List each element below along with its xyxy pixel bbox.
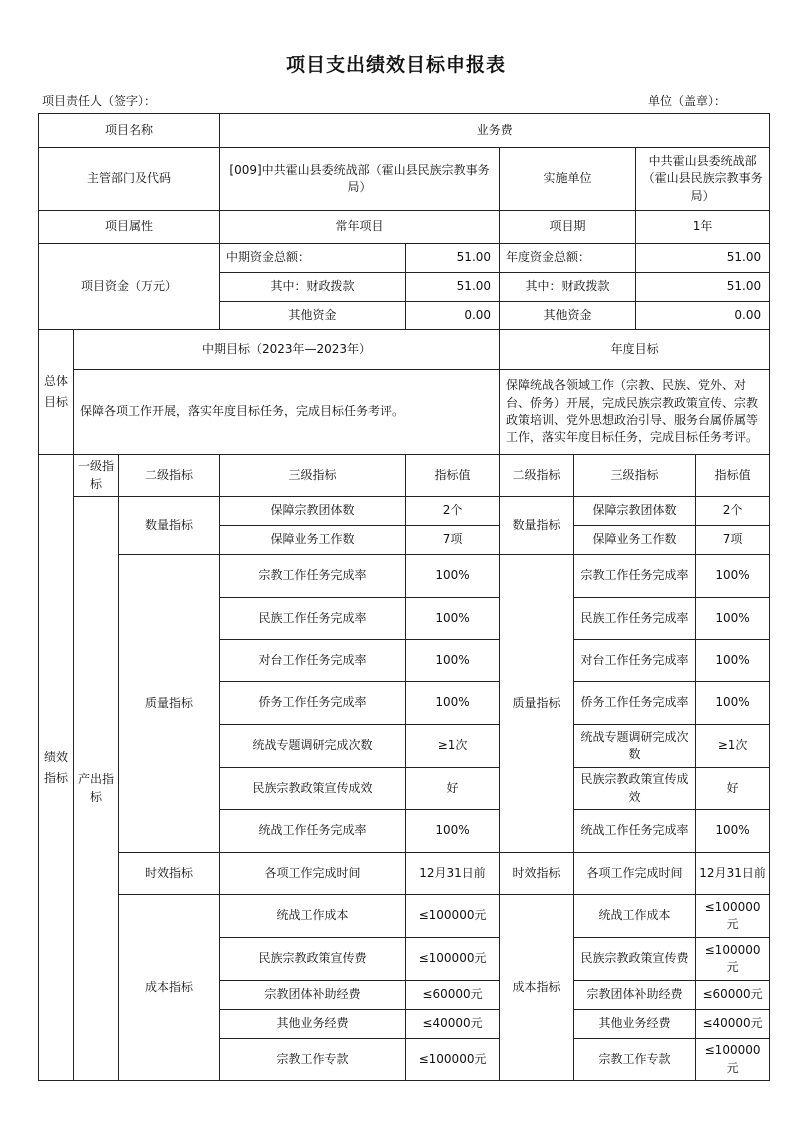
mid-other-value: 0.00: [406, 302, 500, 330]
table-row-cell: ≤60000元: [696, 981, 770, 1010]
table-row-cell: 宗教工作任务完成率: [220, 555, 406, 598]
table-row-cell: 宗教团体补助经费: [220, 981, 406, 1010]
year-level2-header: 二级指标: [500, 455, 574, 497]
performance-indicator-section-label: 绩效指标: [39, 455, 74, 1081]
table-row-cell: 民族宗教政策宣传成效: [574, 768, 696, 810]
mid-quality-label: 质量指标: [119, 555, 220, 853]
mid-quantity-label: 数量指标: [119, 497, 220, 555]
table-row-cell: ≤100000元: [406, 895, 500, 938]
mid-value-header: 指标值: [406, 455, 500, 497]
page-title: 项目支出绩效目标申报表: [285, 54, 506, 76]
table-row-cell: 统战专题调研完成次数: [220, 725, 406, 768]
table-row-cell: ≤100000元: [406, 1039, 500, 1081]
mid-level3-header: 三级指标: [220, 455, 406, 497]
year-goal-header: 年度目标: [500, 330, 770, 370]
table-row-cell: 宗教团体补助经费: [574, 981, 696, 1010]
mid-fiscal-value: 51.00: [406, 273, 500, 302]
table-row-cell: 2个: [696, 497, 770, 526]
table-row-cell: 12月31日前: [696, 853, 770, 895]
mid-total-label: 中期资金总额：: [220, 244, 406, 273]
table-row-cell: 100%: [406, 555, 500, 598]
table-row-cell: ≤60000元: [406, 981, 500, 1010]
table-row-cell: 100%: [696, 682, 770, 725]
project-period-label: 项目期: [500, 211, 636, 244]
table-row-cell: 统战工作成本: [574, 895, 696, 938]
project-name-value: 业务费: [220, 114, 770, 148]
table-row-cell: 统战工作任务完成率: [574, 810, 696, 853]
table-row-cell: 100%: [406, 810, 500, 853]
performance-goal-table: [38, 113, 770, 1081]
project-attribute-label: 项目属性: [39, 211, 220, 244]
unit-seal-label: 单位（盖章）：: [648, 94, 727, 108]
table-row-cell: 100%: [406, 682, 500, 725]
table-row-cell: 民族工作任务完成率: [574, 598, 696, 640]
table-row-cell: 统战工作成本: [220, 895, 406, 938]
table-row-cell: 民族工作任务完成率: [220, 598, 406, 640]
table-row-cell: ≤100000元: [406, 938, 500, 981]
department-value: [009]中共霍山县委统战部（霍山县民族宗教事务局）: [220, 148, 500, 211]
year-fiscal-label: 其中：财政拨款: [500, 273, 636, 302]
table-row-cell: 其他业务经费: [574, 1010, 696, 1039]
table-row-cell: 2个: [406, 497, 500, 526]
table-row-cell: 宗教工作专款: [220, 1039, 406, 1081]
table-row-cell: 对台工作任务完成率: [220, 640, 406, 682]
table-row-cell: 7项: [696, 526, 770, 555]
table-row-cell: 对台工作任务完成率: [574, 640, 696, 682]
table-row-cell: 100%: [406, 640, 500, 682]
implementing-unit-label: 实施单位: [500, 148, 636, 211]
year-total-label: 年度资金总额：: [500, 244, 636, 273]
mid-fiscal-label: 其中：财政拨款: [220, 273, 406, 302]
table-row-cell: 统战专题调研完成次数: [574, 725, 696, 768]
table-row-cell: 好: [406, 768, 500, 810]
table-row-cell: 其他业务经费: [220, 1010, 406, 1039]
mid-timeliness-label: 时效指标: [119, 853, 220, 895]
table-row-cell: 民族宗教政策宣传费: [574, 938, 696, 981]
year-other-label: 其他资金: [500, 302, 636, 330]
mid-goal-text: 保障各项工作开展，落实年度目标任务，完成目标任务考评。: [74, 370, 500, 455]
table-row-cell: ≥1次: [696, 725, 770, 768]
year-other-value: 0.00: [636, 302, 770, 330]
table-row-cell: 12月31日前: [406, 853, 500, 895]
responsible-person-signature-label: 项目责任人（签字）：: [42, 94, 157, 108]
project-name-label: 项目名称: [39, 114, 220, 148]
table-row-cell: 各项工作完成时间: [574, 853, 696, 895]
table-row-cell: 7项: [406, 526, 500, 555]
table-row-cell: ≤100000元: [696, 1039, 770, 1081]
year-total-value: 51.00: [636, 244, 770, 273]
table-row-cell: 好: [696, 768, 770, 810]
table-row-cell: 宗教工作专款: [574, 1039, 696, 1081]
table-row-cell: 100%: [696, 598, 770, 640]
year-goal-text: 保障统战各领域工作（宗教、民族、党外、对台、侨务）开展，完成民族宗教政策宣传、宗教政策培训、党外思想政治引导、服务台属侨属等工作，落实年度目标任务，完成目标任务考评。: [500, 370, 770, 455]
table-row-cell: 各项工作完成时间: [220, 853, 406, 895]
mid-total-value: 51.00: [406, 244, 500, 273]
year-quality-label: 质量指标: [500, 555, 574, 853]
year-value-header: 指标值: [696, 455, 770, 497]
year-level3-header: 三级指标: [574, 455, 696, 497]
mid-cost-label: 成本指标: [119, 895, 220, 1081]
table-row-cell: ≤40000元: [696, 1010, 770, 1039]
table-row-cell: 保障业务工作数: [574, 526, 696, 555]
table-row-cell: 保障宗教团体数: [574, 497, 696, 526]
table-row-cell: 侨务工作任务完成率: [574, 682, 696, 725]
table-row-cell: 统战工作任务完成率: [220, 810, 406, 853]
table-row-cell: ≤100000元: [696, 938, 770, 981]
table-row-cell: 民族宗教政策宣传成效: [220, 768, 406, 810]
project-attribute-value: 常年项目: [220, 211, 500, 244]
year-timeliness-label: 时效指标: [500, 853, 574, 895]
table-row-cell: 宗教工作任务完成率: [574, 555, 696, 598]
mid-other-label: 其他资金: [220, 302, 406, 330]
table-row-cell: 侨务工作任务完成率: [220, 682, 406, 725]
level1-output-label: 产出指标: [74, 497, 119, 1081]
table-row-cell: ≤40000元: [406, 1010, 500, 1039]
table-row-cell: 保障宗教团体数: [220, 497, 406, 526]
table-row-cell: ≤100000元: [696, 895, 770, 938]
table-row-cell: ≥1次: [406, 725, 500, 768]
year-quantity-label: 数量指标: [500, 497, 574, 555]
table-row-cell: 100%: [406, 598, 500, 640]
table-row-cell: 100%: [696, 555, 770, 598]
project-funds-label: 项目资金（万元）: [39, 244, 220, 330]
overall-goal-section-label: 总体目标: [39, 330, 74, 455]
implementing-unit-value: 中共霍山县委统战部（霍山县民族宗教事务局）: [636, 148, 770, 211]
year-cost-label: 成本指标: [500, 895, 574, 1081]
level1-header: 一级指标: [74, 455, 119, 497]
mid-goal-header: 中期目标（2023年—2023年）: [74, 330, 500, 370]
mid-level2-header: 二级指标: [119, 455, 220, 497]
table-row-cell: 100%: [696, 640, 770, 682]
project-period-value: 1年: [636, 211, 770, 244]
year-fiscal-value: 51.00: [636, 273, 770, 302]
table-row-cell: 民族宗教政策宣传费: [220, 938, 406, 981]
department-label: 主管部门及代码: [39, 148, 220, 211]
table-row-cell: 保障业务工作数: [220, 526, 406, 555]
table-row-cell: 100%: [696, 810, 770, 853]
